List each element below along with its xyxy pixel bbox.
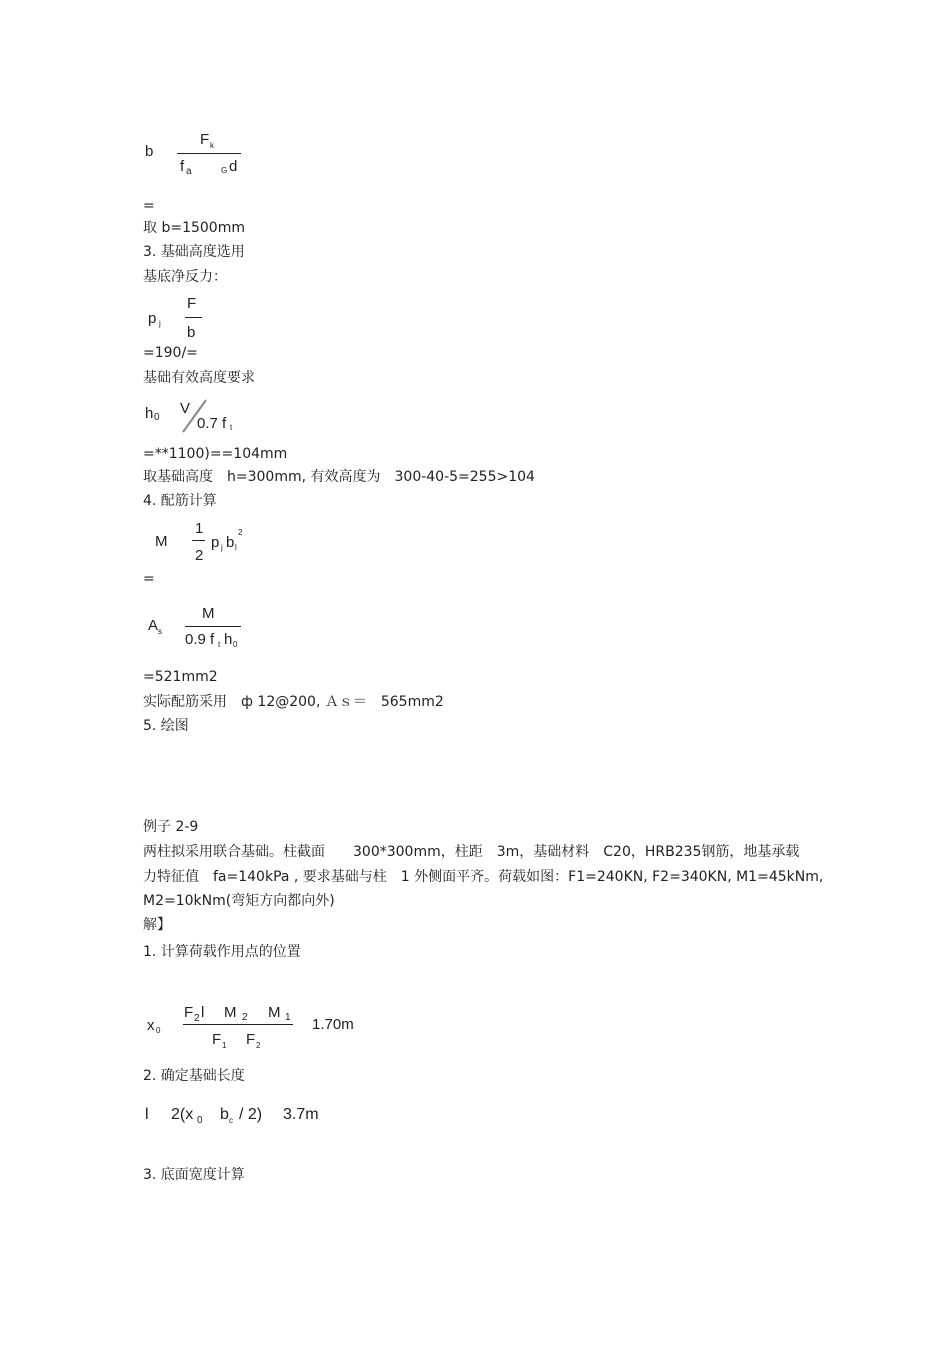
eq-symbol: 2 xyxy=(195,547,204,564)
eq-subscript: j xyxy=(221,543,223,552)
eq-symbol: / 2) xyxy=(239,1106,263,1123)
eq-symbol: 0.7 f xyxy=(197,415,227,432)
eq-symbol: M xyxy=(268,1004,281,1021)
fraction-bar xyxy=(183,1024,293,1025)
eq-symbol: d xyxy=(229,158,238,175)
eq-symbol: b xyxy=(145,143,154,160)
eq-symbol: F xyxy=(184,1004,194,1021)
section-heading: 5. 绘图 xyxy=(143,718,189,734)
eq-symbol: p xyxy=(148,310,157,327)
eq2-result: =190/= xyxy=(143,345,198,361)
eq-subscript: c xyxy=(229,1116,233,1125)
eq-symbol: F xyxy=(212,1031,222,1048)
paragraph-line: M2=10kNm(弯矩方向都向外) xyxy=(143,893,335,909)
text-line: 解】 xyxy=(143,917,171,933)
eq-symbol: l xyxy=(145,1106,149,1123)
eq-symbol: V xyxy=(180,400,191,417)
eq-symbol: 2(x xyxy=(171,1106,194,1123)
section-heading: 2. 确定基础长度 xyxy=(143,1068,245,1084)
eq-superscript: 2 xyxy=(238,528,243,537)
section-heading: 3. 基础高度选用 xyxy=(143,244,245,260)
eq-symbol: F xyxy=(187,295,197,312)
eq-subscript: 2 xyxy=(256,1041,261,1050)
eq-symbol: A xyxy=(148,617,159,634)
eq-symbol: 0.9 f xyxy=(185,631,215,648)
eq-symbol: f xyxy=(180,158,185,175)
text-line: 基底净反力： xyxy=(143,269,227,285)
eq-subscript: G xyxy=(221,166,228,175)
eq-symbol: 1 xyxy=(195,520,204,537)
example-title: 例子 2-9 xyxy=(143,819,199,835)
eq-symbol: h xyxy=(224,631,233,648)
eq-symbol: b xyxy=(226,534,235,551)
eq-subscript: a xyxy=(186,166,192,177)
text-line: 实际配筋采用 ф 12@200, Ａｓ＝ 565mm2 xyxy=(143,694,444,710)
eq-subscript: t xyxy=(218,640,221,649)
eq-subscript: l xyxy=(235,543,237,552)
fraction-bar xyxy=(185,626,241,627)
section-heading: 1. 计算荷载作用点的位置 xyxy=(143,944,301,960)
section-heading: 3. 底面宽度计算 xyxy=(143,1167,245,1183)
eq-result: 1.70m xyxy=(312,1016,354,1033)
eq-symbol: x xyxy=(147,1017,155,1034)
eq-subscript: 2 xyxy=(194,1013,200,1024)
eq-subscript: s xyxy=(158,627,162,636)
eq-subscript: j xyxy=(159,319,161,328)
eq4-result: = xyxy=(143,571,155,587)
section-heading: 4. 配筋计算 xyxy=(143,493,217,509)
paragraph-line: 两柱拟采用联合基础。柱截面 300*300mm，柱距 3m，基础材料 C20，HRB235钢筋，地基承载 xyxy=(143,844,800,860)
eq-symbol: F xyxy=(200,131,210,148)
eq-symbol: F xyxy=(246,1031,256,1048)
eq-symbol: M xyxy=(202,605,215,622)
eq-subscript: 2 xyxy=(242,1012,248,1023)
eq3-result: =**1100)==104mm xyxy=(143,446,288,462)
eq-symbol: l xyxy=(201,1004,205,1021)
eq-symbol: p xyxy=(211,534,220,551)
eq-subscript: 0 xyxy=(154,412,160,423)
eq-subscript: t xyxy=(230,423,233,432)
text-line: 取 b=1500mm xyxy=(143,220,245,236)
fraction-bar xyxy=(177,153,241,154)
eq1-result: = xyxy=(143,198,155,214)
text-line: 取基础高度 h=300mm, 有效高度为 300-40-5=255>104 xyxy=(143,469,535,485)
eq-subscript: 0 xyxy=(156,1026,161,1035)
eq-subscript: 1 xyxy=(285,1012,291,1023)
eq-subscript: 0 xyxy=(197,1115,203,1126)
fraction-bar xyxy=(185,317,202,318)
eq-symbol: h xyxy=(145,405,154,422)
eq-symbol: b xyxy=(220,1106,229,1123)
text-line: 基础有效高度要求 xyxy=(143,370,255,386)
eq-subscript: 0 xyxy=(233,640,238,649)
eq-subscript: 1 xyxy=(222,1041,227,1050)
eq-symbol: M xyxy=(224,1004,237,1021)
fraction-bar xyxy=(192,540,205,541)
eq-symbol: M xyxy=(155,533,168,550)
eq5-result: =521mm2 xyxy=(143,669,218,685)
paragraph-line: 力特征值 fa=140kPa , 要求基础与柱 1 外侧面平齐。荷载如图：F1=240KN, F2=340KN, M1=45kNm, xyxy=(143,869,824,885)
eq-result: 3.7m xyxy=(283,1106,319,1123)
eq-symbol: b xyxy=(187,324,196,341)
eq-subscript: k xyxy=(210,141,214,150)
